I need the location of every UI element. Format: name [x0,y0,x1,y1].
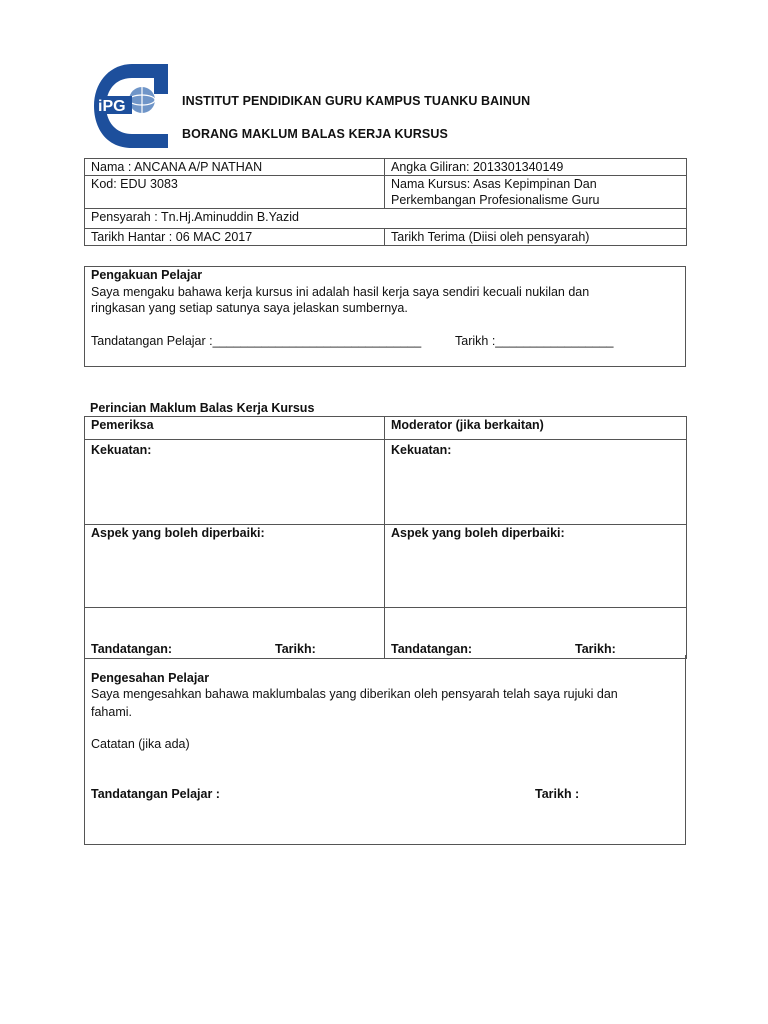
pengesahan-title: Pengesahan Pelajar [91,671,210,685]
pengesahan-line2: fahami. [91,705,132,719]
pengakuan-signature: Tandatangan Pelajar :______________________________ [91,334,422,348]
pengakuan-date: Tarikh :_________________ [455,334,614,348]
catatan: Catatan (jika ada) [91,737,190,751]
moderator-header: Moderator (jika berkaitan) [385,417,687,440]
angka-giliran: Angka Giliran: 2013301340149 [385,159,687,176]
moderator-tarikh: Tarikh: [575,642,616,656]
student-name: Nama : ANCANA A/P NATHAN [85,159,385,176]
pengesahan-box [84,655,686,845]
moderator-kekuatan: Kekuatan: [385,440,687,525]
student-info-table [84,158,687,246]
pemeriksa-aspek: Aspek yang boleh diperbaiki: [85,525,385,608]
moderator-tandatangan: Tandatangan: [391,642,473,656]
pengakuan-box [84,266,686,367]
form-title: BORANG MAKLUM BALAS KERJA KURSUS [182,127,448,141]
pengakuan-line2: ringkasan yang setiap satunya saya jelaskan sumbernya. [91,301,408,315]
moderator-sign-cell [385,608,687,659]
pemeriksa-sign-cell [85,608,385,659]
ipg-logo [92,60,172,152]
course-code: Kod: EDU 3083 [85,176,385,209]
perincian-title: Perincian Maklum Balas Kerja Kursus [90,401,315,415]
pengesahan-line1: Saya mengesahkan bahawa maklumbalas yang diberikan oleh pensyarah telah saya rujuki dan [91,687,618,701]
pemeriksa-tarikh: Tarikh: [275,642,316,656]
logo-text: iPG [98,98,126,115]
feedback-table [84,416,687,659]
moderator-aspek: Aspek yang boleh diperbaiki: [385,525,687,608]
pemeriksa-kekuatan: Kekuatan: [85,440,385,525]
submission-date: Tarikh Hantar : 06 MAC 2017 [85,229,385,246]
lecturer: Pensyarah : Tn.Hj.Aminuddin B.Yazid [85,209,687,229]
received-date: Tarikh Terima (Diisi oleh pensyarah) [385,229,687,246]
institute-name: INSTITUT PENDIDIKAN GURU KAMPUS TUANKU BAINUN [182,94,531,108]
pemeriksa-header: Pemeriksa [85,417,385,440]
pemeriksa-tandatangan: Tandatangan: [91,642,173,656]
pengakuan-title: Pengakuan Pelajar [91,268,203,282]
pengesahan-date: Tarikh : [535,787,580,801]
pengesahan-signature: Tandatangan Pelajar : [91,787,220,801]
pengakuan-line1: Saya mengaku bahawa kerja kursus ini adalah hasil kerja saya sendiri kecuali nukilan dan [91,285,590,299]
course-name: Nama Kursus: Asas Kepimpinan Dan Perkembangan Profesionalisme Guru [385,176,687,209]
